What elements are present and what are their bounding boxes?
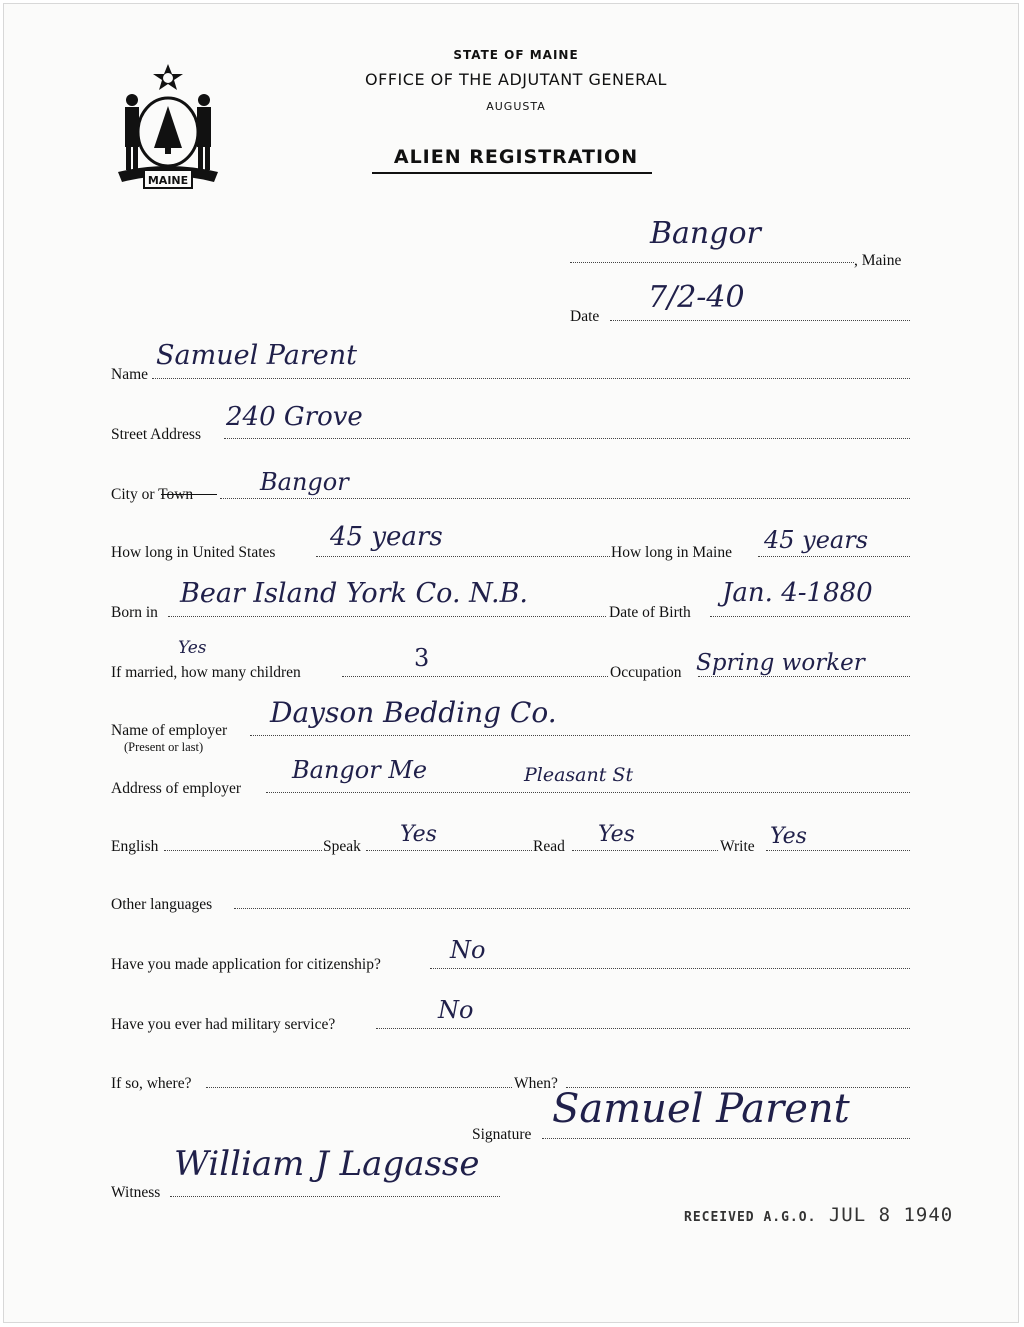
military-line — [376, 1028, 910, 1029]
city-label: City or Town — [111, 486, 194, 503]
state-heading: STATE OF MAINE — [453, 48, 579, 62]
other-languages-label: Other languages — [111, 896, 213, 913]
date-value: 7/2-40 — [648, 280, 745, 315]
location-suffix: , Maine — [854, 252, 902, 269]
years-maine-value: 45 years — [764, 526, 869, 554]
name-line — [152, 378, 910, 379]
write-line — [766, 850, 910, 851]
town-strikethrough — [161, 494, 217, 495]
svg-text:MAINE: MAINE — [147, 174, 189, 187]
employer-label: Name of employer — [111, 722, 228, 739]
read-line — [572, 850, 718, 851]
occupation-value: Spring worker — [696, 650, 865, 676]
children-value: 3 — [414, 644, 430, 672]
witness-line — [170, 1196, 500, 1197]
years-us-label: How long in United States — [111, 544, 276, 561]
dob-value: Jan. 4-1880 — [722, 578, 873, 608]
witness-value: William J Lagasse — [174, 1144, 480, 1184]
military-label: Have you ever had military service? — [111, 1016, 336, 1033]
read-label: Read — [533, 838, 565, 855]
when-label: When? — [514, 1075, 558, 1092]
signature-line — [542, 1138, 910, 1139]
occupation-line — [698, 676, 910, 677]
date-line — [610, 320, 910, 321]
form-title: ALIEN REGISTRATION — [393, 146, 639, 168]
where-line — [206, 1087, 512, 1088]
children-line — [342, 676, 608, 677]
title-underline — [372, 172, 652, 174]
read-value: Yes — [598, 822, 635, 847]
speak-label: Speak — [323, 838, 361, 855]
dob-label: Date of Birth — [609, 604, 691, 621]
born-in-value: Bear Island York Co. N.B. — [180, 578, 529, 609]
write-value: Yes — [770, 824, 807, 849]
signature-value: Samuel Parent — [552, 1086, 850, 1132]
married-label: If married, how many children — [111, 664, 301, 681]
employer-value: Dayson Bedding Co. — [270, 696, 557, 729]
citizenship-value: No — [450, 936, 486, 964]
name-label: Name — [111, 366, 149, 383]
born-in-label: Born in — [111, 604, 158, 621]
street-value: 240 Grove — [226, 402, 363, 432]
name-value: Samuel Parent — [156, 340, 357, 371]
employer-address-label: Address of employer — [111, 780, 241, 797]
married-annotation: Yes — [178, 638, 207, 658]
date-label: Date — [570, 308, 600, 325]
location-line — [570, 262, 854, 263]
military-value: No — [438, 996, 474, 1024]
speak-value: Yes — [400, 822, 437, 847]
city-line — [220, 498, 910, 499]
dob-line — [710, 616, 910, 617]
location-value: Bangor — [650, 216, 761, 251]
english-line — [164, 850, 322, 851]
city-heading: AUGUSTA — [486, 100, 546, 113]
signature-label: Signature — [472, 1126, 532, 1143]
born-in-line — [168, 616, 606, 617]
street-line — [224, 438, 910, 439]
write-label: Write — [720, 838, 755, 855]
english-label: English — [111, 838, 159, 855]
speak-line — [366, 850, 532, 851]
employer-address-line — [266, 792, 910, 793]
city-value: Bangor — [260, 468, 349, 496]
street-label: Street Address — [111, 426, 201, 443]
witness-label: Witness — [111, 1184, 161, 1201]
office-heading: OFFICE OF THE ADJUTANT GENERAL — [365, 70, 667, 89]
employer-address-value-2: Pleasant St — [524, 764, 634, 786]
years-maine-label: How long in Maine — [611, 544, 732, 561]
where-label: If so, where? — [111, 1075, 192, 1092]
occupation-label: Occupation — [610, 664, 682, 681]
employer-line — [250, 735, 910, 736]
years-maine-line — [758, 556, 910, 557]
other-languages-line — [234, 908, 910, 909]
form-page — [3, 3, 1019, 1323]
citizenship-line — [430, 968, 910, 969]
years-us-line — [316, 556, 610, 557]
years-us-value: 45 years — [330, 522, 443, 552]
received-stamp: RECEIVED A.G.O. JUL 8 1940 — [684, 1204, 954, 1226]
employer-address-value: Bangor Me — [292, 756, 428, 784]
employer-sublabel: (Present or last) — [124, 740, 204, 754]
citizenship-label: Have you made application for citizenship? — [111, 956, 381, 973]
